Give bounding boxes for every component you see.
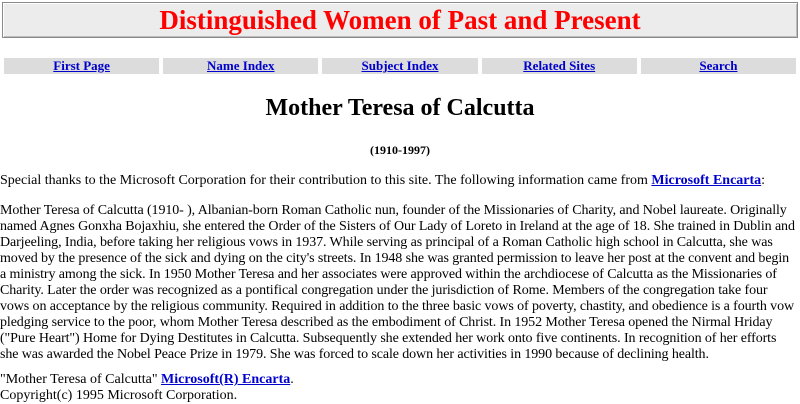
life-dates: (1910-1997) bbox=[370, 143, 430, 157]
page-title: Mother Teresa of Calcutta bbox=[265, 95, 535, 121]
nav-link-subject-index[interactable]: Subject Index bbox=[361, 58, 439, 73]
nav-cell-first-page bbox=[4, 58, 159, 74]
site-title: Distinguished Women of Past and Present bbox=[159, 5, 641, 35]
nav-link-name-index[interactable]: Name Index bbox=[207, 58, 275, 73]
nav-cell-subject-index bbox=[322, 58, 477, 74]
copyright-text: Copyright(c) 1995 Microsoft Corporation. bbox=[0, 388, 238, 403]
thanks-text: Special thanks to the Microsoft Corporation for their contribution to this site. The following information came from bbox=[0, 173, 652, 188]
thanks-paragraph bbox=[0, 173, 800, 189]
nav-cell-related-sites bbox=[482, 58, 637, 74]
thanks-end: : bbox=[761, 173, 766, 188]
nav-link-first-page[interactable]: First Page bbox=[53, 58, 110, 73]
nav-cell-search bbox=[641, 58, 796, 74]
nav-bar bbox=[4, 58, 796, 74]
source-end: . bbox=[290, 372, 294, 387]
nav-cell-name-index bbox=[163, 58, 318, 74]
source-quote: "Mother Teresa of Calcutta" bbox=[0, 372, 162, 387]
nav-link-search[interactable]: Search bbox=[699, 58, 738, 73]
biography-paragraph: Mother Teresa of Calcutta (1910- ), Albanian-born Roman Catholic nun, founder of the Missionaries of Charity, and Nobel laureate. Originally named Agnes Gonxha Bojaxhiu, she entered the Order of the Sisters of Our Lady of Loreto in Ireland at the age of 18. She trained in Dublin and Darjeeling, India, before taking her religious vows in 1937. While serving as principal of a Roman Catholic high school in Calcutta, she was moved by the presence of the sick and dying on the city's streets. In 1948 she was granted permission to leave her post at the convent and begin a ministry among the sick. In 1950 Mother Teresa and her associates were approved within the archdiocese of Calcutta as the Missionaries of Charity. Later the order was recognized as a pontifical congregation under the jurisdiction of Rome. Members of the congregation take four vows on acceptance by the religious community. Required in addition to the three basic vows of poverty, chastity, and obedience is a fourth vow pledging service to the poor, whom Mother Teresa described as the embodiment of Christ. In 1952 Mother Teresa opened the Nirmal Hriday ("Pure Heart") Home for Dying Destitutes in Calcutta. Subsequently she extended her work onto five continents. In recognition of her efforts she was awarded the Nobel Peace Prize in 1979. She was forced to scale down her activities in 1990 because of declining health. bbox=[0, 203, 795, 362]
encarta-source-link[interactable]: Microsoft(R) Encarta bbox=[161, 372, 291, 387]
encarta-link[interactable]: Microsoft Encarta bbox=[651, 173, 762, 188]
source-citation bbox=[0, 372, 800, 404]
site-banner bbox=[2, 2, 798, 38]
nav-link-related-sites[interactable]: Related Sites bbox=[523, 58, 596, 73]
